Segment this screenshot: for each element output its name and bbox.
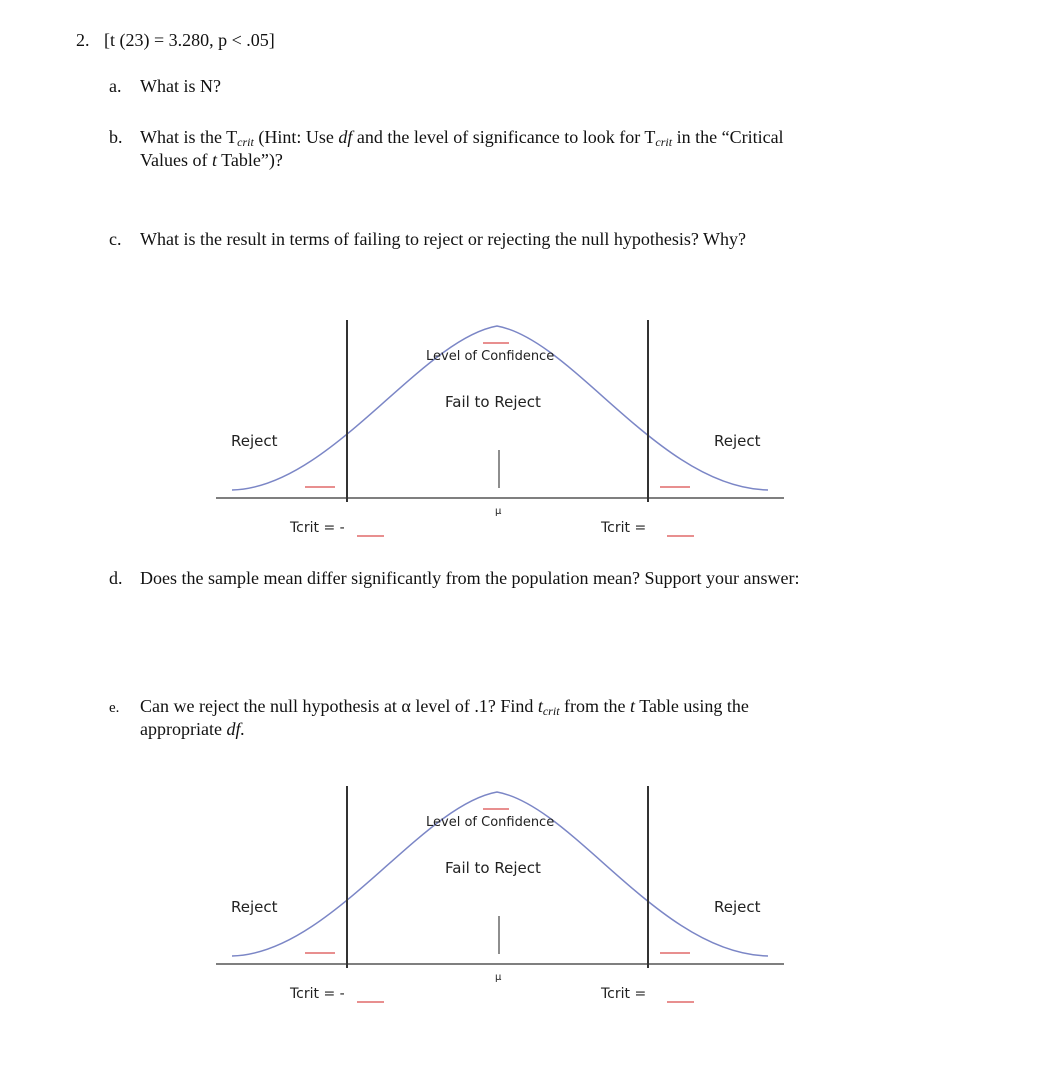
reject-left-label: Reject — [231, 432, 278, 450]
part-b-line1: What is the $T_{crit}$ (Hint: Use df and the level of significance to look for $T_{crit}$ in the “Critical — [140, 127, 784, 149]
fail-to-reject-label: Fail to Reject — [445, 393, 541, 411]
part-a-label: a. — [109, 76, 122, 96]
part-a-text: What is N? — [140, 76, 221, 96]
confidence-label: Level of Confidence — [426, 349, 555, 364]
part-e-line2: appropriate df. — [140, 719, 245, 739]
part-e-line1: Can we reject the null hypothesis at α level of .1? Find $t_{crit}$ from the t Table using the — [140, 696, 749, 718]
confidence-label: Level of Confidence — [426, 815, 555, 830]
part-c-text: What is the result in terms of failing to reject or rejecting the null hypothesis? Why? — [140, 229, 746, 249]
part-b-label: b. — [109, 127, 123, 147]
tcrit-right-label: Tcrit = — [601, 986, 647, 1002]
part-e-label: e. — [109, 700, 120, 716]
tcrit-left-label: Tcrit = - — [290, 986, 345, 1002]
question-stat: [t (23) = 3.280, p < .05] — [104, 30, 275, 50]
distribution-diagram-1 — [0, 310, 1043, 570]
mu-label: μ — [495, 506, 502, 517]
question-header — [76, 29, 275, 51]
tcrit-left-label: Tcrit = - — [290, 520, 345, 536]
distribution-diagram-2 — [0, 776, 1043, 1036]
part-c-label: c. — [109, 229, 122, 249]
tcrit-right-label: Tcrit = — [601, 520, 647, 536]
reject-left-label: Reject — [231, 898, 278, 916]
part-b-line2: Values of t Table”)? — [140, 150, 283, 170]
mu-label: μ — [495, 972, 502, 983]
part-d-text: Does the sample mean differ significantly from the population mean? Support your answer: — [140, 568, 800, 588]
part-d-label: d. — [109, 568, 123, 588]
fail-to-reject-label: Fail to Reject — [445, 859, 541, 877]
question-number: 2. — [76, 30, 90, 50]
reject-right-label: Reject — [714, 898, 761, 916]
reject-right-label: Reject — [714, 432, 761, 450]
